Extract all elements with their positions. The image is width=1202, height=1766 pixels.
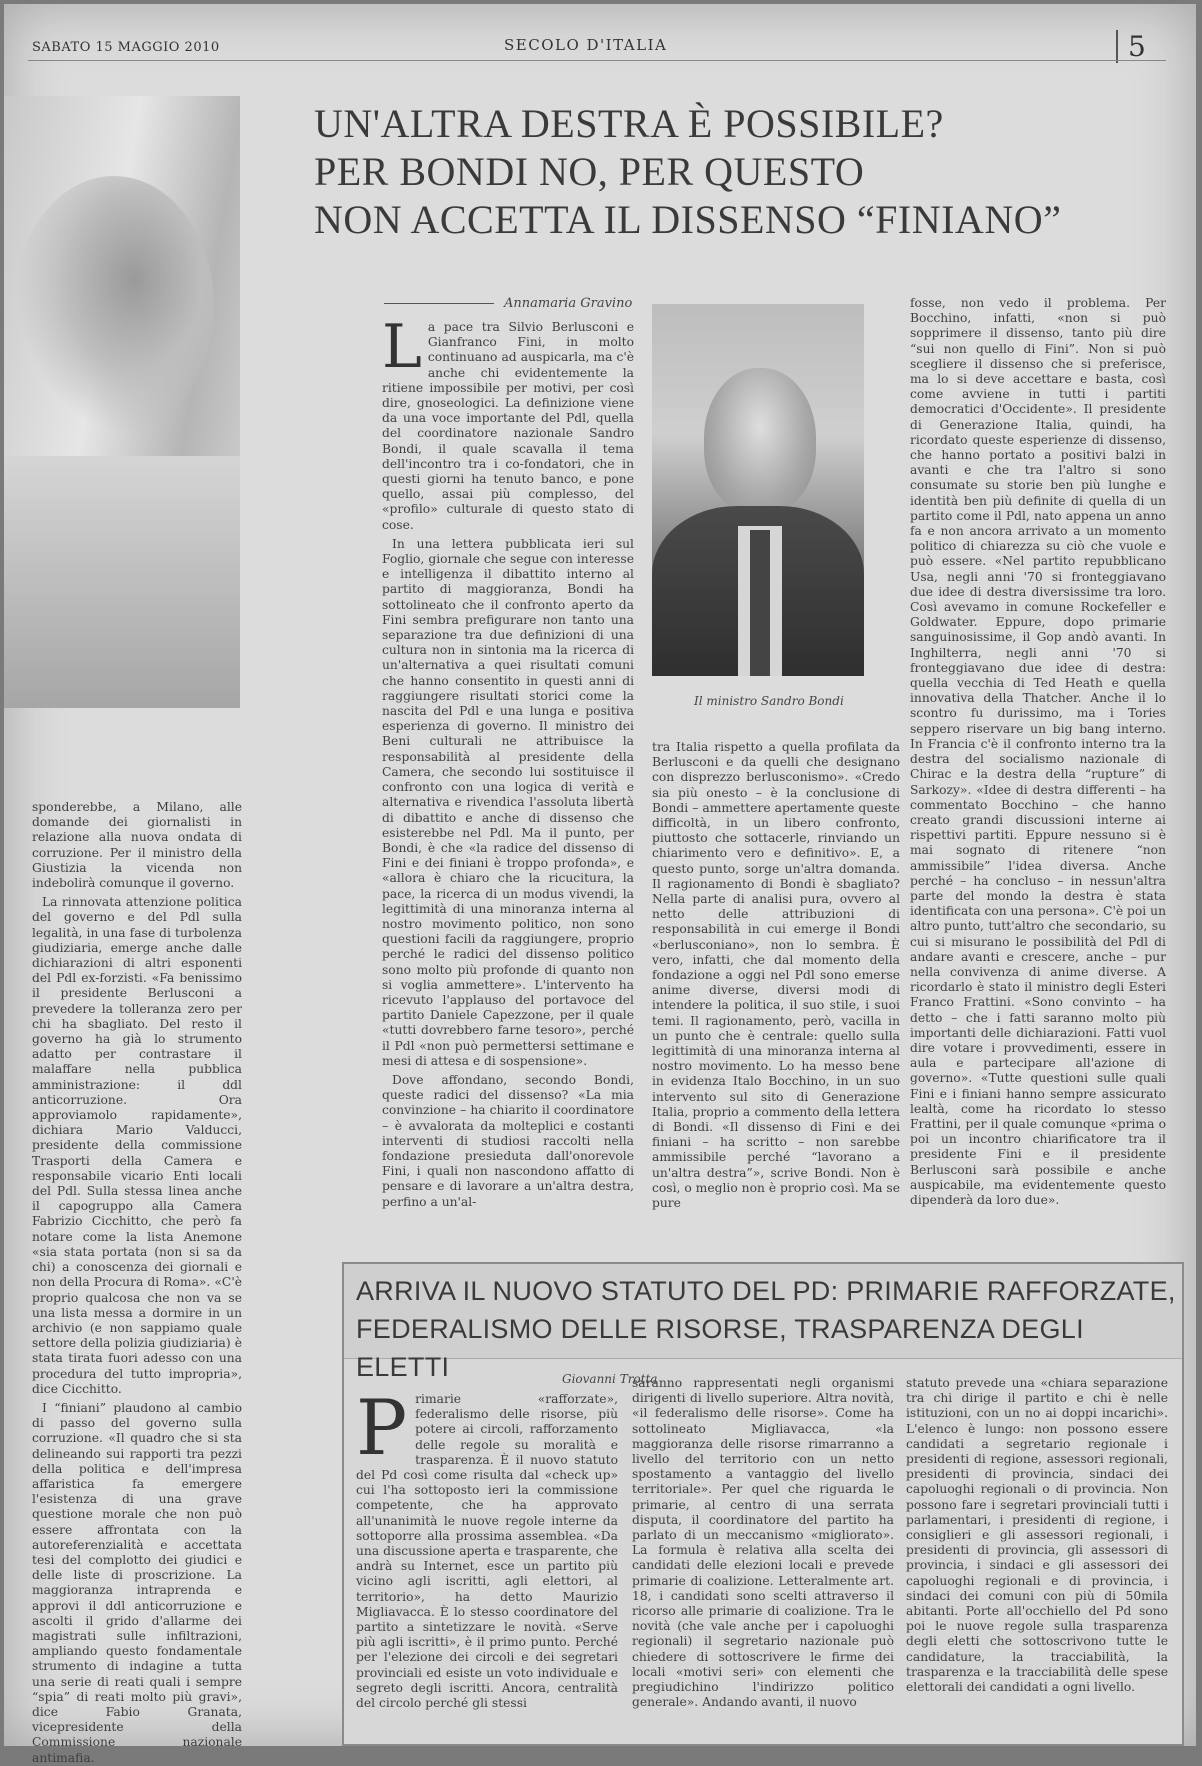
box-paragraph bbox=[356, 1383, 618, 1711]
side-paragraph: I “finiani” plaudono al cambio di passo del governo sulla corruzione. «Il quadro che si sta delineando sui rapporti tra pezzi della politica e dell'impresa affaristica fa emergere l'esistenza di una grave questione morale che non può essere affrontata con la autoreferenzialità e accettata tesi del complotto dei giudici e delle liste di proscrizione. La maggioranza intraprenda e approvi il ddl anticorruzione e ascolti il grido d'allarme dei magistrati sulle infiltrazioni, ampliando questo fondamentale strumento di indagine a tutta una serie di reati quali i sempre “spia” di reati molto più gravi», dice Fabio Granata, vicepresidente della Commissione nazionale antimafia. bbox=[32, 1400, 242, 1765]
box-column-2 bbox=[632, 1376, 894, 1734]
article-column-1 bbox=[382, 312, 634, 1228]
box-column-3 bbox=[906, 1376, 1168, 1734]
page-number: 5 bbox=[1116, 30, 1146, 63]
article-column-3 bbox=[910, 296, 1166, 1228]
box-paragraph: statuto prevede una «chiara separazione tra chi dirige il partito e chi è nelle istituzioni, con un no ai doppi incarichi». L'elenco è lungo: non possono essere candidati a segretario regionale i presidenti di regione, assessori regionali, presidenti di provincia, sindaci dei capoluoghi regionali o di provincia. Non possono fare i segretari provinciali tutti i parlamentari, i presidenti di regione, i consiglieri e gli assessori regionali, i presidenti di provincia, gli assessori di provincia, i sindaci e gli assessori dei capoluoghi regionali e di provincia, i sindaci dei comuni con più di 50mila abitanti. Porte all'occhiello del Pd sono poi le nuove regole sulla trasparenza degli eletti che sottoscrivono tutte le candidature, la tracciabilità, la trasparenza e la tracciabilità delle spese elettorali dei candidati a ogni livello. bbox=[906, 1376, 1168, 1695]
side-paragraph: La rinnovata attenzione politica del governo e del Pdl sulla legalità, in una fase di turbolenza giudiziaria, emerge anche dalle dichiarazioni di altri esponenti del Pdl ex-forzisti. «Fa benissimo il presidente Berlusconi a prevedere la tolleranza zero per chi ha sbagliato. Del resto il governo ha già lo strumento adatto per contrastare il malaffare nella pubblica amministrazione: il ddl anticorruzione. Ora approviamolo rapidamente», dichiara Mario Valducci, presidente della commissione Trasporti della Camera e responsabile vicario Enti locali del Pdl. Sulla stessa linea anche il capogruppo alla Camera Fabrizio Cicchitto, che però fa notare come la lista Anemone «sia stata portata (non si sa da chi) a conoscenza dei giornali e non della Procura di Roma». «C'è proprio qualcosa che non va se una lista messa a dormire in un archivio (e non sappiamo quale settore della polizia giudiziaria) è stata tirata fuori adesso con una procedura del tutto impropria», dice Cicchitto. bbox=[32, 895, 242, 1396]
byline-rule bbox=[384, 303, 494, 304]
box-headline-line: ARRIVA IL NUOVO STATUTO DEL PD: PRIMARIE RAFFORZATE, bbox=[356, 1276, 1176, 1306]
portrait-face-shade bbox=[14, 176, 214, 436]
box-column-1 bbox=[356, 1383, 618, 1734]
box-intro-text: rimarie «rafforzate», federalismo delle risorse, più potere ai circoli, rafforzamento delle regole su moralità e trasparenza. È il nuovo statuto del Pd così come risulta dal «check up» cui l'ha sottoposto ieri la commissione competente, che ha approvato all'unanimità le nuove regole interne da sottoporre alla prossima assemblea. «Da una discussione aperta e trasparente, che andrà su Internet, esce un partito più vicino agli iscritti, agli elettori, al territorio», ha detto Maurizio Migliavacca. È lo stesso coordinatore del partito a sintetizzare le novità. «Serve più agli iscritti», è il primo punto. Perché per l'elezione dei circoli e dei segretari provinciali ed esiste un voto individuale e segreto degli iscritti. Ancora, centralità del circolo perché gli stessi bbox=[356, 1392, 618, 1711]
box-byline: Giovanni Trotta bbox=[562, 1372, 658, 1386]
article-paragraph bbox=[382, 312, 634, 533]
article-paragraph: tra Italia rispetto a quella profilata da Berlusconi e da quelli che designano con disprezzo berlusconismo». «Credo sia più onesto – è la conclusione di Bondi – ammettere apertamente queste difficoltà, in un libero confronto, piuttosto che sottacerle, rinviando un chiarimento vero e definitivo». E, a questo punto, sorge un'altra domanda. Il ragionamento di Bondi è sbagliato? Nella parte di analisi pura, ovvero al netto delle attribuzioni di responsabilità in cui emerge il Bondi «berlusconiano», non lo sembra. È vero, infatti, che dal momento della fondazione a oggi nel Pdl sono emerse anime diverse, diversi modi di intendere la politica, il suo stile, i suoi temi. Il ragionamento, però, vacilla in un punto che è centrale: quello sulla legittimità di una minoranza interna al nostro movimento. Lo ha messo bene in evidenza Italo Bocchino, in un suo intervento sul sito di Generazione Italia, proprio a commento della lettera di Bondi. «Il dissenso di Fini e dei finiani – ha scritto – non sarebbe ammissibile perché “lavorano a un'altra destra”», scrive Bondi. Non è così, o meglio non è proprio così. Ma se pure bbox=[652, 740, 900, 1211]
box-headline-line: FEDERALISMO DELLE RISORSE, TRASPARENZA DEGLI ELETTI bbox=[356, 1314, 1084, 1382]
side-paragraph: sponderebbe, a Milano, alle domande dei giornalisti in relazione alla nuova ondata di corruzione. Per il ministro della Giustizia la vicenda non indebolirà comunque il governo. bbox=[32, 800, 242, 891]
photo-tie bbox=[750, 530, 770, 676]
article-paragraph: Dove affondano, secondo Bondi, queste radici del dissenso? «La mia convinzione – ha chiarito il coordinatore – è avvalorata da molteplici e costanti interventi di studiosi raccolti nella fondazione presieduta dall'onorevole Fini, i quali non nascondono affatto di pensare e di lavorare a un'altra destra, perfino a un'al- bbox=[382, 1072, 634, 1209]
headline-line: UN'ALTRA DESTRA È POSSIBILE? bbox=[314, 101, 944, 146]
side-column bbox=[32, 800, 242, 1765]
article-headline bbox=[314, 100, 1174, 244]
headline-line: NON ACCETTA IL DISSENSO “FINIANO” bbox=[314, 197, 1062, 242]
photo-face bbox=[704, 368, 816, 514]
photo-caption: Il ministro Sandro Bondi bbox=[694, 694, 844, 708]
pd-statute-box bbox=[342, 1262, 1184, 1746]
article-paragraph: fosse, non vedo il problema. Per Bocchino, infatti, «non si può sopprimere il dissenso, tanto più dire “sui non quello di Fini”. Non si può scegliere il dissenso che si preferisce, ma lo si deve accettare e basta, così come avviene in tutti i partiti democratici d'Occidente». Il presidente di Generazione Italia, quindi, ha ricordato queste esperienze di dissenso, che hanno portato a positivi balzi in avanti e che tra l'altro si sono consumate su storie ben più lunghe e identità ben più definite di quella di un partito come il Pdl, nato appena un anno fa e non ancora arrivato a un momento politico di chiarezza su ciò che vuole e può essere. «Nel partito repubblicano Usa, negli anni '70 si fronteggiavano due idee di destra diversissime tra loro. Così avevamo in comune Rockefeller e Goldwater. Eppure, dopo primarie sanguinosissime, il Gop andò avanti. In Inghilterra, negli anni '70 si fronteggiavano due idee di destra: quella vecchia di Ted Heath e quella innovativa della Thatcher. Anche il lo scontro fu durissimo, ma i Tories seppero riservare un big bang interno. In Francia c'è il confronto interno tra la destra del socialismo nazionale di Chirac e la destra della “rupture” di Sarkozy». «Idee di destra differenti – ha commentato Bocchino – che hanno creato grandi discussioni interne ai rispettivi partiti. Eppure nessuno si è mai sognato di ritenere “non ammissibile” l'idea diversa. Anche perché – ha concluso – in nessun'altra parte del mondo la destra è stata identificata con una persona». C'è poi un altro punto, tutt'altro che secondario, su cui si misurano le possibilità del Pdl di andare avanti e crescere, anche – pur nella convivenza di anime diverse. A ricordarlo è stato il ministro degli Esteri Franco Frattini. «Sono convinto – ha detto – che i fatti saranno molto più importanti delle dichiarazioni. Fatti vuol dire votare i provvedimenti, essere in aula e partecipare all'azione di governo». «Tutte questioni sulle quali Fini e i finiani hanno sempre assicurato lealtà, come ha ricordato lo stesso Frattini, per il quale comunque «prima o poi un incontro chiarificatore tra il presidente Fini e il presidente Berlusconi sarà possibile e anche auspicabile, ma evidentemente questo dipenderà da loro due». bbox=[910, 296, 1166, 1207]
dropcap-letter: L bbox=[382, 312, 422, 382]
sandro-bondi-photo bbox=[652, 304, 864, 676]
portrait-photo-left bbox=[4, 96, 240, 708]
portrait-shoulder-shade bbox=[4, 456, 240, 708]
masthead-divider bbox=[28, 60, 1166, 61]
issue-date: SABATO 15 MAGGIO 2010 bbox=[32, 40, 220, 55]
article-paragraph: In una lettera pubblicata ieri sul Foglio, giornale che segue con interesse e intelligenza il dibattito interno al partito di maggioranza, Bondi ha sottolineato che il confronto aperto da Fini sembra prefigurare non tanto una separazione tra due definizioni di una cultura non in sintonia ma la ricerca di un'alternativa a quei risultati comuni che hanno consentito in questi anni di raggiungere risultati storici come la nascita del Pdl e una lunga e positiva esperienza di governo. Il ministro dei Beni culturali ne attribuisce la responsabilità al presidente della Camera, che secondo lui sostituisce il confronto con una logica di verità e alternativa e rivendica l'assoluta libertà di dibattito e anche di dissenso che esisterebbe nel Pdl. Ma il punto, per Bondi, è che «la radice del dissenso di Fini e dei finiani è troppo profonda», e «allora è chiaro che la ricucitura, la pace, la ricerca di un modus vivendi, la legittimità di una minoranza interna al nostro movimento politico, non sono questioni facili da raggiungere, proprio perché le radici del dissenso politico sono molto più profonde di quanto non si voglia ammettere». L'intervento ha ricevuto l'applauso del portavoce del partito Daniele Capezzone, per il quale «tutti dovrebbero farne tesoro», perché il Pdl «non può permettersi settimane e mesi di attesa e di sospensione». bbox=[382, 536, 634, 1068]
newspaper-page bbox=[4, 4, 1196, 1765]
box-headline bbox=[356, 1272, 1182, 1386]
article-byline: Annamaria Gravino bbox=[504, 296, 633, 311]
article-column-2 bbox=[652, 740, 900, 1228]
newspaper-name: SECOLO D'ITALIA bbox=[504, 36, 668, 54]
article-intro-text: a pace tra Silvio Berlusconi e Gianfranco Fini, in molto continuano ad auspicarla, ma c'è anche chi evidentemente la ritiene impossibile per motivi, per così dire, gnoseologici. La definizione viene da una voce importante del Pdl, quella del coordinatore nazionale Sandro Bondi, il quale scavalla il tema dell'incontro tra i co-fondatori, che in questi giorni ha tenuto banco, e pone quello, assai più complesso, del «profilo» culturale di questo stato di cose. bbox=[382, 320, 634, 532]
headline-line: PER BONDI NO, PER QUESTO bbox=[314, 149, 865, 194]
box-dropcap-letter: P bbox=[356, 1383, 408, 1472]
box-paragraph: saranno rappresentati negli organismi dirigenti di livello superiore. Altra novità, «il federalismo delle risorse». Come ha sottolineato Migliavacca, «la maggioranza delle risorse rimarranno a livello del territorio con un netto spostamento a vantaggio del livello territoriale». Per quel che riguarda le primarie, al centro di una serrata disputa, il coordinatore del partito ha parlato di un meccanismo «migliorato». La formula è relativa alla scelta dei candidati delle elezioni locali e prevede primarie di coalizione. Letteralmente art. 18, i candidati sono scelti attraverso il ricorso alle primarie di coalizione. Tra le novità (che vale anche per i capoluoghi regionali) il segretario nazionale può chiedere di sottoscrivere le firme dei locali «motivi seri» con elementi che pregiudichino l'indirizzo politico generale». Andando avanti, il nuovo bbox=[632, 1376, 894, 1710]
